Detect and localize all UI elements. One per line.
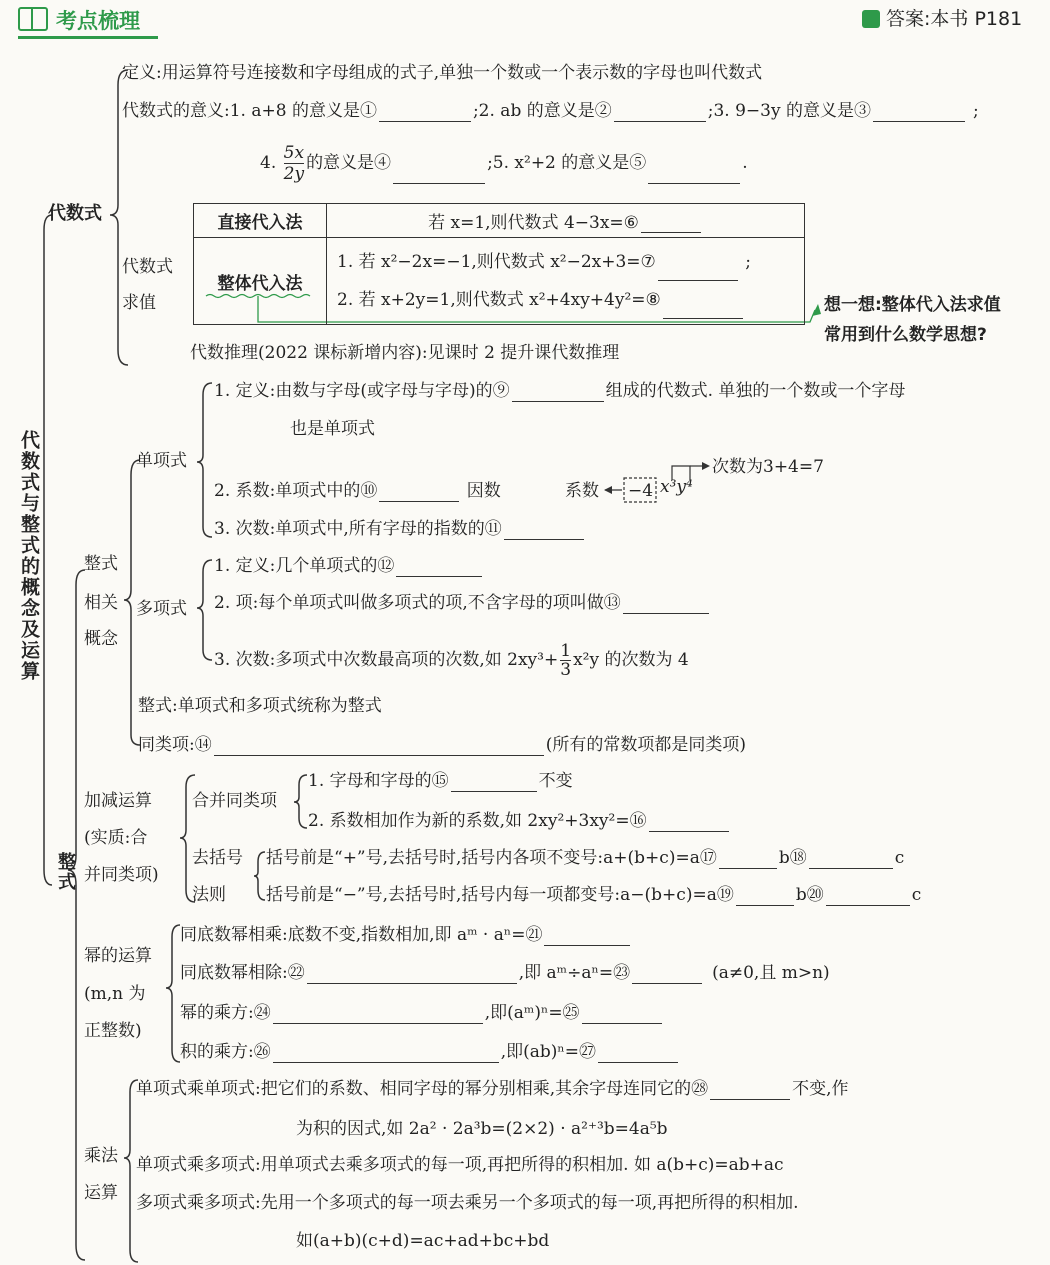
mono-coef: 2. 系数:单项式中的⑩ 因数 (214, 481, 501, 501)
answer-ref: 答案:本书 P181 (862, 8, 1022, 30)
bracket-label-1: 去括号 (192, 848, 243, 868)
direct-text: 若 x=1,则代数式 4−3x=⑥ (327, 204, 805, 238)
think-1: 想一想:整体代入法求值 (824, 295, 1001, 315)
whole-cell (327, 238, 805, 325)
prod-pow: 积的乘方:㉖ ,即(ab)ⁿ=㉗ (180, 1041, 680, 1063)
poly-poly-2: 如(a+b)(c+d)=ac+ad+bc+bd (296, 1231, 550, 1251)
pow-mul: 同底数幂相乘:底数不变,指数相加,即 aᵐ · aⁿ=㉑ (180, 924, 632, 946)
eval-label-1: 代数式 (122, 257, 173, 277)
think-2: 常用到什么数学思想? (824, 325, 987, 345)
mono-poly: 单项式乘多项式:用单项式去乘多项式的每一项,再把所得的积相加. 如 a(b+c)=ab+ac (136, 1155, 784, 1175)
algebra-label: 代数式 (48, 203, 102, 224)
title-text: 考点梳理 (56, 9, 140, 33)
mult-label-2: 运算 (84, 1183, 118, 1203)
eval-label-2: 求值 (122, 293, 156, 313)
pow-div: 同底数幂相除:㉒ ,即 aᵐ÷aⁿ=㉓ (a≠0,且 m>n) (180, 963, 830, 983)
mono-def-2: 也是单项式 (290, 419, 375, 439)
addsub-label-1: 加减运算 (84, 791, 152, 811)
monomial-label: 单项式 (136, 451, 187, 471)
concepts-label-1: 整式 (84, 554, 118, 574)
bracket-label-2: 法则 (192, 885, 226, 905)
power-label-2: (m,n 为 (84, 984, 146, 1004)
power-label-1: 幂的运算 (84, 946, 152, 966)
meaning-line-2: 4. $\frac{5x}{2y}$ 的意义是④ ;5. x²+2 的意义是⑤ . (260, 143, 748, 184)
poly-def: 1. 定义:几个单项式的⑫ (214, 555, 484, 577)
coef-box: −4 (628, 481, 654, 501)
answer-icon (862, 10, 880, 28)
combine-2: 2. 系数相加作为新的系数,如 2xy²+3xy²=⑯ (308, 810, 731, 832)
whole-label: 整体代入法 (194, 238, 327, 325)
direct-label: 直接代入法 (194, 204, 327, 238)
meaning-line-1: 代数式的意义:1. a+8 的意义是① ;2. ab 的意义是② ;3. 9−3y 的意义是③ ; (122, 101, 979, 121)
bracket-minus: 括号前是“−”号,去括号时,括号内每一项都变号:a−(b+c)=a⑲ b⑳ c (266, 885, 922, 905)
degree-note: 次数为3+4=7 (712, 457, 824, 477)
poly-whole: 整式:单项式和多项式统称为整式 (138, 696, 382, 716)
polynomial-label: 整式 (55, 852, 76, 892)
combine-label: 合并同类项 (192, 791, 277, 811)
poly-term: 2. 项:每个单项式叫做多项式的项,不含字母的项叫做⑬ (214, 592, 711, 614)
mono-def: 1. 定义:由数与字母(或字母与字母)的⑨ 组成的代数式. 单独的一个数或一个字母 (214, 381, 906, 401)
poly-label: 多项式 (136, 599, 187, 619)
mono-deg: 3. 次数:单项式中,所有字母的指数的⑪ (214, 518, 586, 540)
whole-item-1: 1. 若 x²−2x=−1,则代数式 x²−2x+3=⑦ ; (337, 243, 794, 281)
mono-mono-2: 为积的因式,如 2a² · 2a³b=(2×2) · a²⁺³b=4a⁵b (296, 1119, 668, 1139)
reasoning-note: 代数推理(2022 课标新增内容):见课时 2 提升课代数推理 (190, 343, 620, 363)
substitution-table (193, 203, 805, 325)
poly-deg: 3. 次数:多项式中次数最高项的次数,如 2xy³+ $\frac{1}{3}$ x²y 的次数为 4 (214, 641, 689, 680)
section-title (18, 6, 140, 36)
bracket-plus: 括号前是“+”号,去括号时,括号内各项不变号:a+(b+c)=a⑰ b⑱ c (266, 848, 905, 868)
mono-mono: 单项式乘单项式:把它们的系数、相同字母的幂分别相乘,其余字母连同它的㉘ 不变,作 (136, 1079, 849, 1099)
concepts-label-2: 相关 (84, 593, 118, 613)
combine-1: 1. 字母和字母的⑮ 不变 (308, 771, 573, 791)
root-label: 代数式与整式的概念及运算 (18, 430, 40, 682)
addsub-label-2: (实质:合 (84, 828, 148, 848)
pow-pow: 幂的乘方:㉔ ,即(aᵐ)ⁿ=㉕ (180, 1002, 664, 1024)
whole-item-2: 2. 若 x+2y=1,则代数式 x²+4xy+4y²=⑧ (337, 281, 794, 319)
poly-poly: 多项式乘多项式:先用一个多项式的每一项去乘另一个多项式的每一项,再把所得的积相加. (136, 1193, 799, 1213)
mult-label-1: 乘法 (84, 1146, 118, 1166)
coef-expr: x³y⁴ (660, 477, 693, 497)
power-label-3: 正整数) (84, 1021, 142, 1041)
like-terms: 同类项:⑭ (所有的常数项都是同类项) (138, 735, 746, 755)
coef-note: 系数 (565, 481, 599, 501)
addsub-label-3: 并同类项) (84, 865, 159, 885)
algebra-definition: 定义:用运算符号连接数和字母组成的式子,单独一个数或一个表示数的字母也叫代数式 (122, 63, 763, 83)
title-underline (18, 36, 158, 39)
book-icon (18, 7, 48, 31)
concepts-label-3: 概念 (84, 629, 118, 649)
